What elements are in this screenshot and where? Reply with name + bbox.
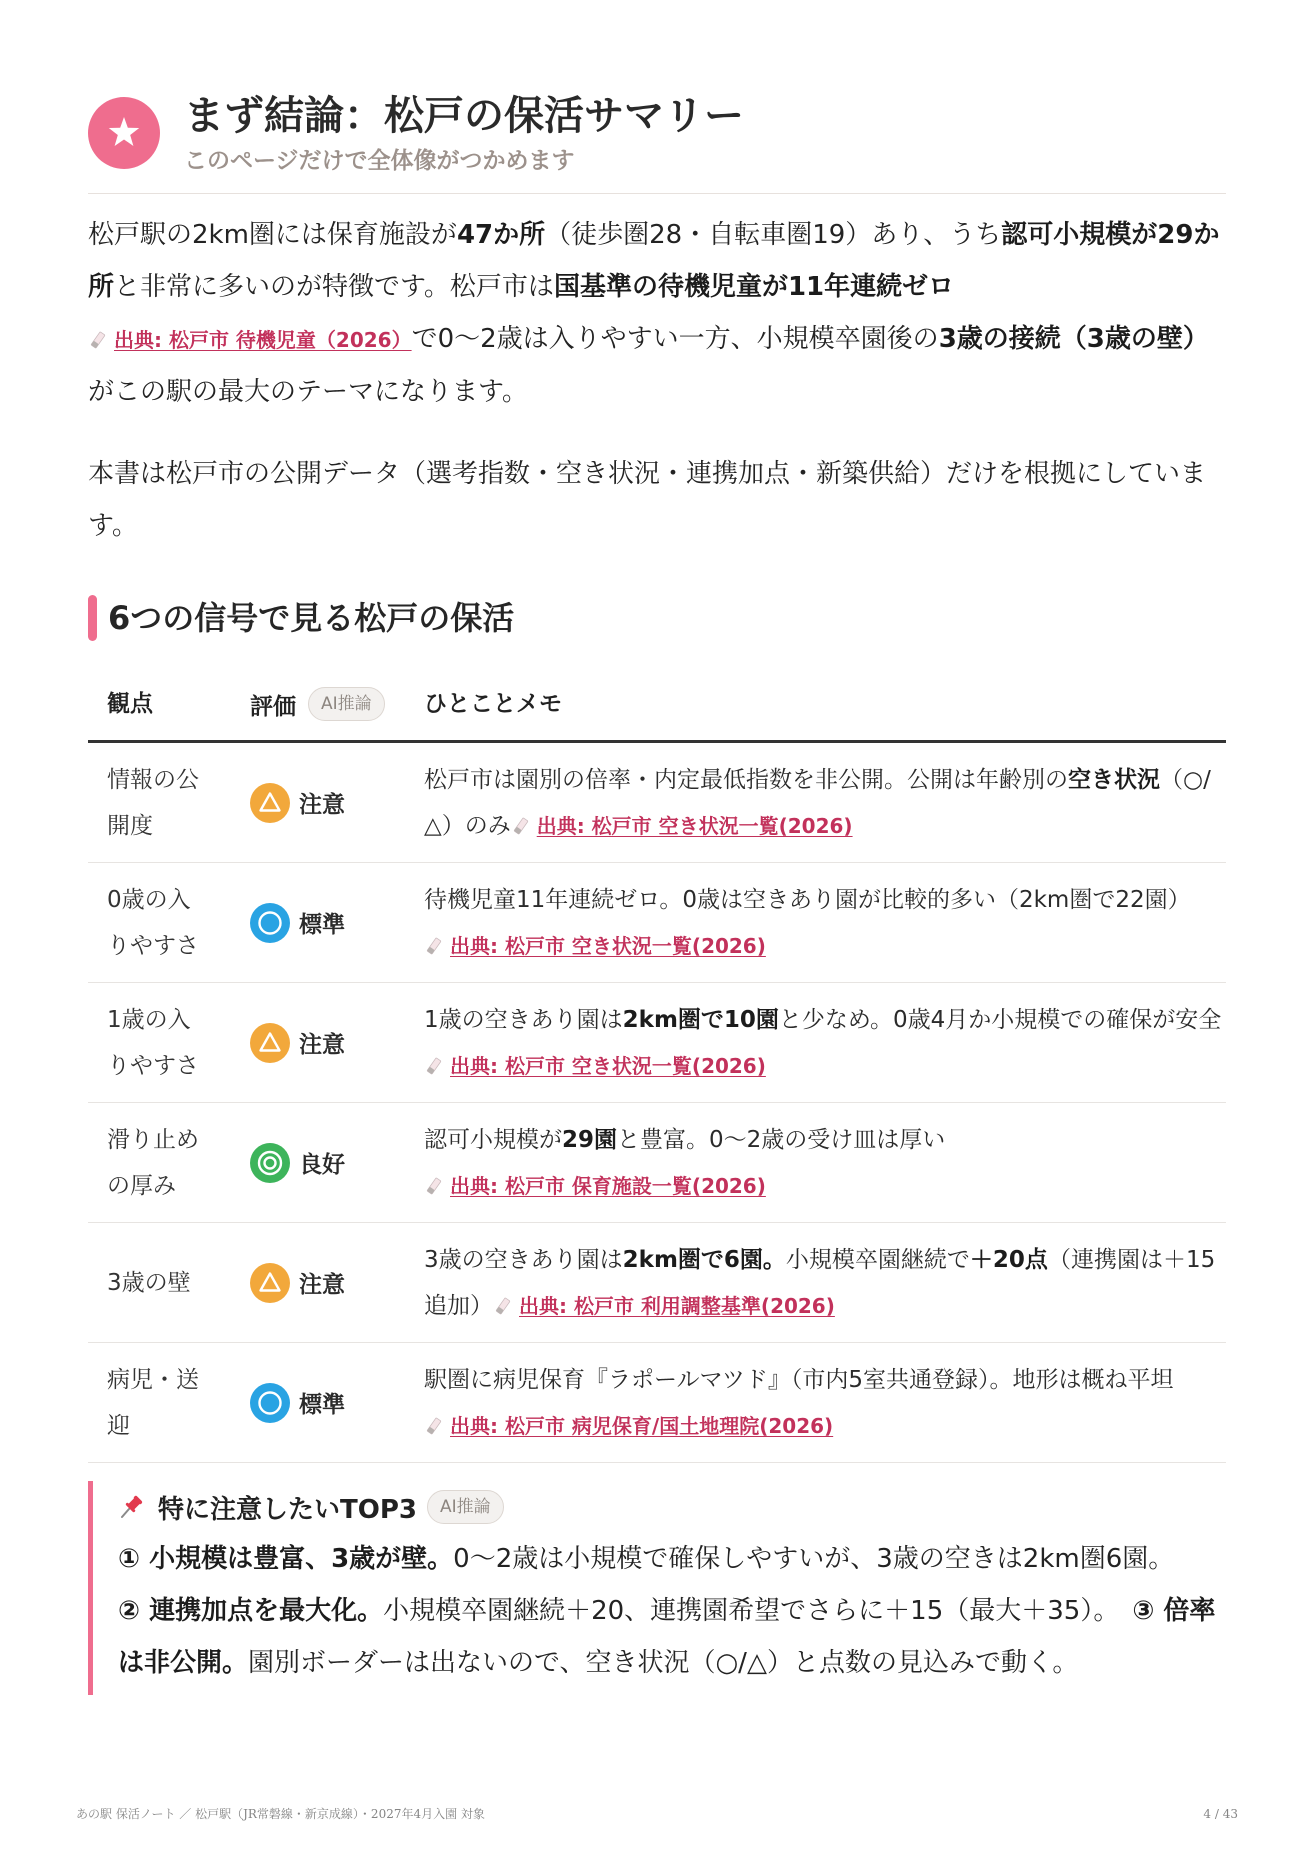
source-link[interactable] [424,1414,833,1438]
source-link[interactable] [424,1174,766,1198]
source-label: 出典: 松戸市 利用調整基準(2026) [519,1293,835,1318]
rating-label: 良好 [299,1152,345,1178]
memo-text: 駅圏に病児保育『ラポールマツド』（市内5室共通登録）。地形は概ね平坦 [424,1366,1174,1393]
top-item-text: 園別ボーダーは出ないので、空き状況（○/△）と点数の見込みで動く。 [248,1648,1079,1678]
page-title: まず結論：松戸の保活サマリー [184,93,744,139]
rating-label: 注意 [299,792,345,818]
ai-inference-badge: AI推論 [308,687,385,721]
signal-memo [406,997,1226,1089]
intro-emphasis: 国基準の待機児童が11年連続ゼロ [553,272,955,302]
column-header-rating-label: 評価 [250,693,296,720]
memo-text: 3歳の空きあり園は [424,1246,623,1273]
intro-text: （徒歩圏28・自転車圏19）あり、うち [545,220,1002,250]
source-tag-icon [426,1417,442,1435]
top-item-heading: ① 小規模は豊富、3歳が壁。 [118,1544,454,1574]
callout-body [118,1533,1226,1689]
source-label: 出典: 松戸市 空き状況一覧(2026) [450,1053,766,1078]
memo-text: と豊富。0〜2歳の受け皿は厚い [617,1126,946,1153]
memo-text: （○/△）のみ [424,766,1211,839]
footer-page-number: 4 / 43 [1203,1807,1238,1821]
table-row [88,1103,1226,1223]
intro-text: がこの駅の最大のテーマになります。 [88,377,528,407]
standard-circle-icon [250,1383,290,1423]
intro-section [88,209,1226,552]
footer-document-info: あの駅 保活ノート ／ 松戸駅（JR常磐線・新京成線）・2027年4月入園 対象 [76,1807,485,1821]
signal-rating [232,783,406,823]
top3-callout [88,1481,1226,1695]
signal-rating [232,1023,406,1063]
table-row [88,1343,1226,1463]
column-header-memo: ひとことメモ [424,691,562,717]
source-tag-icon [426,937,442,955]
signals-table [88,668,1226,1463]
table-row [88,983,1226,1103]
signal-memo [406,877,1226,969]
signal-rating [232,1263,406,1303]
source-label: 出典: 松戸市 待機児童（2026） [114,328,412,352]
source-link[interactable] [424,1054,766,1078]
signal-aspect: 情報の公開度 [107,766,199,839]
callout-header [118,1481,1226,1533]
page-subtitle: このページだけで全体像がつかめます [184,148,575,174]
intro-paragraph [88,209,1226,418]
source-link[interactable] [424,934,766,958]
intro-emphasis: 47か所 [456,220,546,250]
memo-text: 小規模卒園継続で [785,1246,970,1273]
source-tag-icon [426,1057,442,1075]
source-label: 出典: 松戸市 保育施設一覧(2026) [450,1173,766,1198]
rating-label: 標準 [299,912,345,938]
signal-memo [406,1357,1226,1449]
source-link[interactable] [493,1294,835,1318]
intro-emphasis: 認可小規模が29か所 [88,220,1220,302]
top-item-text: 小規模卒園継続＋20、連携園希望でさらに＋15（最大＋35）。 [383,1596,1120,1626]
top-items-line [118,1585,1226,1689]
signal-memo [406,1237,1226,1329]
caution-triangle-icon [250,783,290,823]
signal-rating [232,903,406,943]
source-tag-icon [513,817,529,835]
callout-title: 特に注意したいTOP3 [158,1494,417,1525]
rating-label: 標準 [299,1392,345,1418]
memo-text: 1歳の空きあり園は [424,1006,623,1033]
source-link[interactable] [88,328,412,352]
source-label: 出典: 松戸市 空き状況一覧(2026) [536,813,853,838]
good-double-circle-icon [250,1143,290,1183]
table-header [88,668,1226,743]
intro-text: で0〜2歳は入りやすい一方、小規模卒園後の [411,324,939,354]
memo-emphasis: 2km圏で6園。 [622,1246,786,1273]
top-item [118,1533,1226,1585]
memo-text: （連携園は＋15追加） [424,1246,1216,1319]
table-row [88,743,1226,863]
memo-text: と少なめ。0歳4月か小規模での確保が安全 [778,1006,1222,1033]
source-tag-icon [90,331,106,349]
signal-memo [406,757,1226,849]
memo-emphasis: 29園 [562,1126,618,1153]
signal-aspect: 滑り止めの厚み [107,1126,199,1199]
section-heading: 6つの信号で見る松戸の保活 [108,599,515,637]
signal-memo [406,1117,1226,1209]
standard-circle-icon [250,903,290,943]
header-divider [88,193,1226,194]
intro-paragraph-basis: 本書は松戸市の公開データ（選考指数・空き状況・連携加点・新築供給）だけを根拠にしています。 [88,459,1207,541]
table-row [88,863,1226,983]
signal-aspect: 3歳の壁 [107,1269,191,1296]
rating-label: 注意 [299,1272,345,1298]
top-item-text: 0〜2歳は小規模で確保しやすいが、3歳の空きは2km圏6園。 [453,1544,1175,1574]
intro-emphasis: 3歳の接続（3歳の壁） [938,324,1209,354]
source-tag-icon [495,1297,511,1315]
signal-aspect: 病児・送迎 [107,1366,199,1439]
memo-emphasis: 空き状況 [1068,766,1160,793]
top-item-heading: ② 連携加点を最大化。 [118,1596,384,1626]
source-tag-icon [426,1177,442,1195]
signal-rating [232,1143,406,1183]
star-icon [88,97,160,169]
source-link[interactable] [511,814,853,838]
column-header-rating [232,687,406,721]
caution-triangle-icon [250,1263,290,1303]
intro-text: 松戸駅の2km圏には保育施設が [88,220,457,250]
memo-text: 認可小規模が [424,1126,562,1153]
column-header-aspect: 観点 [107,691,153,717]
memo-text: 松戸市は園別の倍率・内定最低指数を非公開。公開は年齢別の [424,766,1068,793]
top-item-heading: ③ 倍率は非公開。 [118,1596,1216,1678]
signal-aspect: 1歳の入りやすさ [107,1006,199,1079]
memo-text: 待機児童11年連続ゼロ。0歳は空きあり園が比較的多い（2km圏で22園） [424,886,1191,913]
ai-inference-badge: AI推論 [427,1490,504,1524]
caution-triangle-icon [250,1023,290,1063]
memo-emphasis: ＋20点 [969,1246,1048,1273]
source-label: 出典: 松戸市 空き状況一覧(2026) [450,933,766,958]
memo-emphasis: 2km圏で10園 [622,1006,779,1033]
signal-rating [232,1383,406,1423]
pushpin-icon [118,1494,144,1520]
rating-label: 注意 [299,1032,345,1058]
intro-text: と非常に多いのが特徴です。松戸市は [114,272,554,302]
signal-aspect: 0歳の入りやすさ [107,886,199,959]
table-row [88,1223,1226,1343]
source-label: 出典: 松戸市 病児保育/国土地理院(2026) [450,1413,834,1438]
section-accent-bar [88,595,97,641]
